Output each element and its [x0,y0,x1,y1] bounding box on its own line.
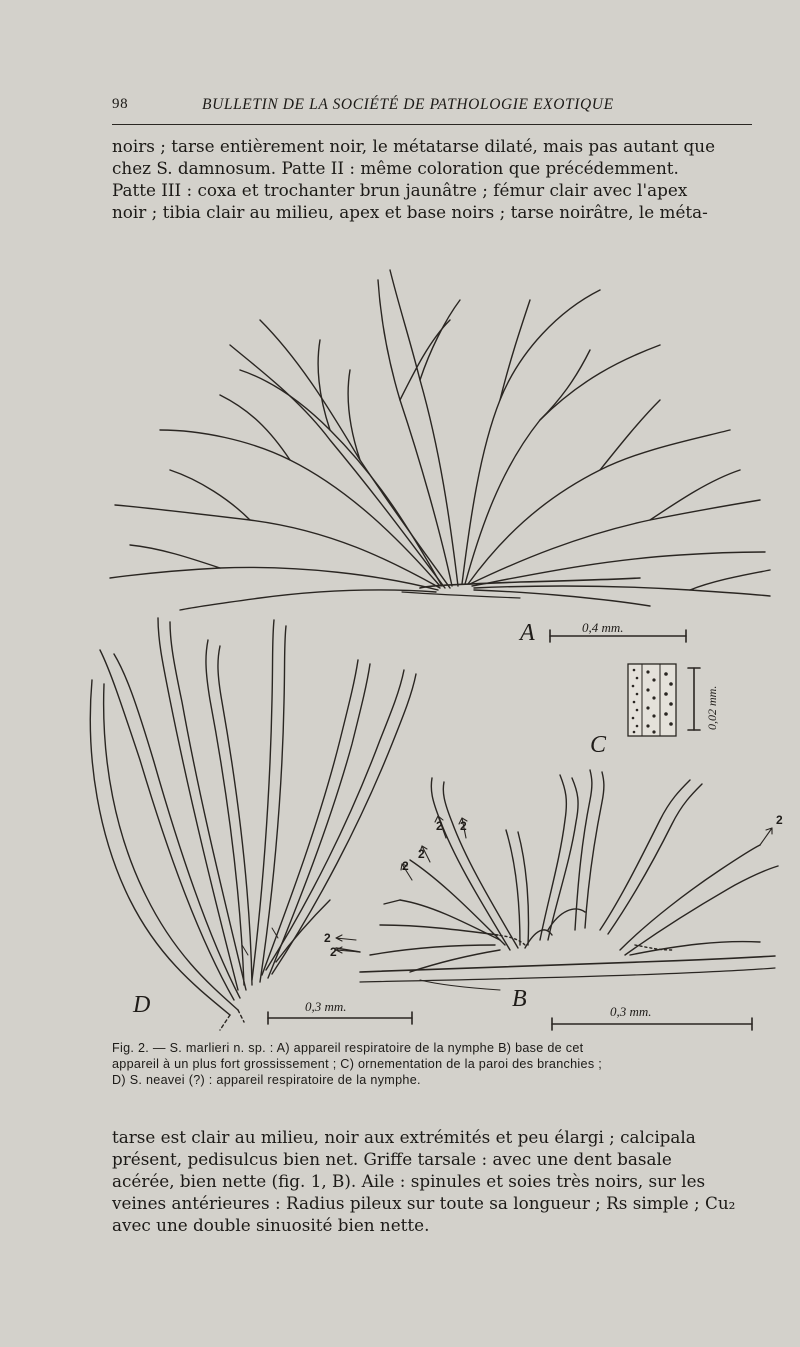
arrow-label: 2 [330,945,337,959]
scale-bar-d [268,999,412,1024]
scale-label-c: 0,02 mm. [705,685,719,730]
text-line: chez S. damnosum. Patte II : même coloration que précédemment. [112,158,679,178]
text-line: noirs ; tarse entièrement noir, le métatarse dilaté, mais pas autant que [112,136,716,156]
scale-bar-a [550,620,686,642]
header-rule [112,124,752,125]
scale-label-d: 0,3 mm. [305,999,347,1014]
figure-caption [112,1040,752,1088]
journal-title: BULLETIN DE LA SOCIÉTÉ DE PATHOLOGIE EXOTIQUE [202,96,614,113]
arrow-label: 2 [418,847,425,861]
text-line: présent, pedisulcus bien net. Griffe tarsale : avec une dent basale [112,1149,672,1169]
text-line: tarse est clair au milieu, noir aux extrémités et peu élargi ; calcipala [112,1127,696,1147]
scale-bar-b [552,1004,752,1030]
caption-line: Fig. 2. — S. marlieri n. sp. : A) appareil respiratoire de la nymphe B) base de cet [112,1041,584,1055]
arrow-label: 2 [460,819,467,833]
text-line: acérée, bien nette (fig. 1, B). Aile : spinules et soies très noirs, sur les [112,1171,706,1191]
paragraph-bottom [112,1126,752,1236]
arrow-label: 2 [436,819,443,833]
paragraph-top [112,135,752,223]
label-c: C [590,732,607,758]
text-line: avec une double sinuosité bien nette. [112,1215,430,1235]
text-line: veines antérieures : Radius pileux sur toute sa longueur ; Rs simple ; Cu₂ [112,1193,736,1213]
caption-line: D) S. neavei (?) : appareil respiratoire de la nymphe. [112,1073,421,1087]
page-number: 98 [112,96,129,112]
label-b: B [512,986,527,1012]
arrow-label: 2 [402,859,409,873]
drawing-b [336,770,778,990]
drawing-c [628,664,700,736]
arrow-label: 2 [776,813,783,827]
scale-label-a: 0,4 mm. [582,620,624,635]
label-d: D [133,992,151,1018]
running-header [112,96,752,120]
text-line: noir ; tibia clair au milieu, apex et base noirs ; tarse noirâtre, le méta- [112,202,708,222]
drawing-d [90,618,416,1030]
caption-line: appareil à un plus fort grossissement ; C) ornementation de la paroi des branchies ; [112,1057,603,1071]
drawing-a [110,270,770,610]
text-line: Patte III : coxa et trochanter brun jaunâtre ; fémur clair avec l'apex [112,180,688,200]
label-a: A [520,620,535,646]
scale-label-b: 0,3 mm. [610,1004,652,1019]
arrow-label: 2 [324,931,331,945]
figure-2 [0,250,800,1040]
arrows-b [336,816,772,953]
